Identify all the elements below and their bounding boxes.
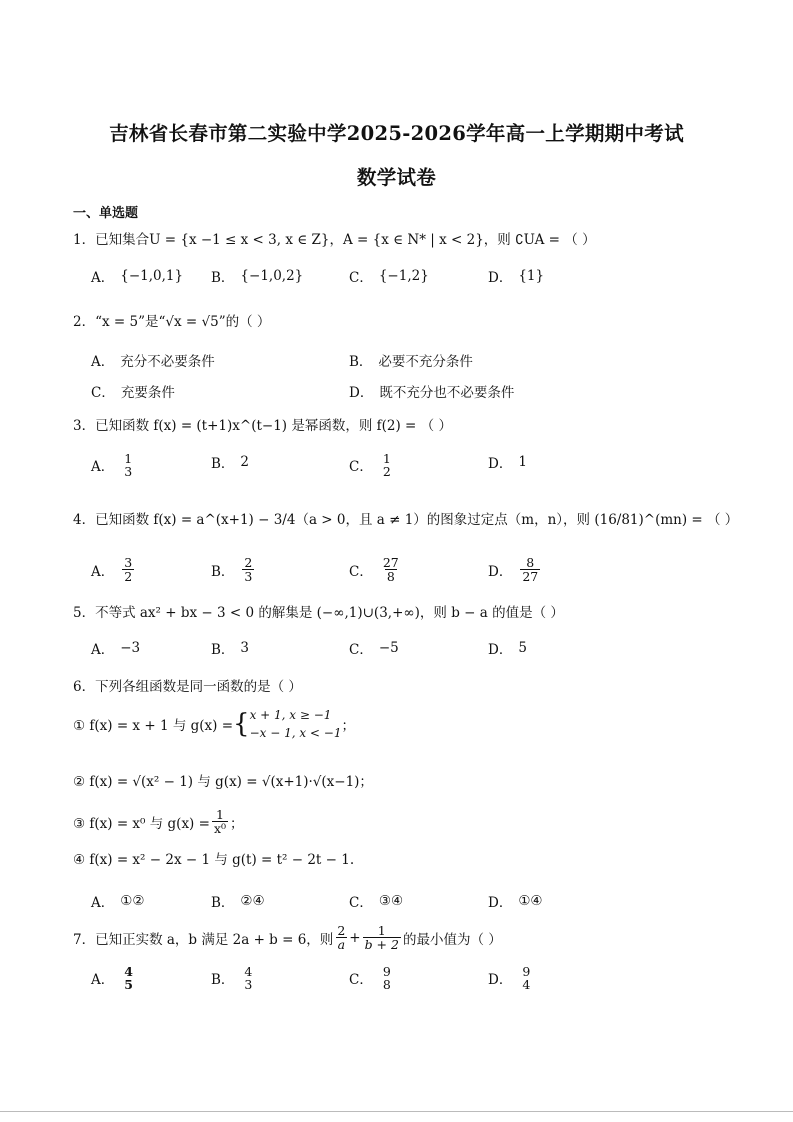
page-bottom-divider xyxy=(0,1111,793,1112)
q7-option-d[interactable]: D． 9 4 xyxy=(488,964,531,993)
q6-item3-fraction: $\frac{1}{\text{x⁰}}$ xyxy=(213,807,226,837)
question-1-options xyxy=(0,266,793,306)
question-4-options xyxy=(0,556,793,596)
q7-b-fraction: 4 3 xyxy=(244,964,253,993)
q7-fraction-1: $\frac{2}{a}$ xyxy=(337,923,346,953)
left-brace-symbol: { xyxy=(233,709,250,739)
q2-option-d[interactable]: D． 既不充分也不必要条件 xyxy=(349,385,515,401)
q7-option-c[interactable]: C． 9 8 xyxy=(349,964,391,993)
q1-option-d[interactable]: D． {1} xyxy=(488,268,545,286)
question-5: 5．不等式 ax² + bx − 3 < 0 的解集是 (−∞,1)∪(3,+∞)，则 b − a 的值是（ ） xyxy=(73,605,564,621)
q4-a-fraction: $\frac{3}{2}$ xyxy=(124,555,133,585)
question-2: 2．“x = 5”是“√x = √5”的（ ） xyxy=(73,314,271,330)
q6-option-d[interactable]: D． ①④ xyxy=(488,893,543,911)
q3-option-d[interactable]: D． 1 xyxy=(488,454,527,472)
q6-option-a[interactable]: A． ①② xyxy=(91,893,145,911)
q4-option-d[interactable]: D． $\frac{8}{27}$ xyxy=(488,555,539,585)
q5-option-c[interactable]: C． −5 xyxy=(349,640,399,658)
question-6: 6．下列各组函数是同一函数的是（ ） xyxy=(73,679,302,695)
q3-option-a[interactable]: A． 1 3 xyxy=(91,451,133,480)
q6-item-1: ① f(x) = x + 1 与 g(x) = { x + 1, x ≥ −1 −x − 1, x < −1 ； xyxy=(73,708,355,740)
q4-option-a[interactable]: A． $\frac{3}{2}$ xyxy=(91,555,133,585)
question-3-options xyxy=(0,452,793,492)
q6-option-b[interactable]: B． ②④ xyxy=(211,893,265,911)
q4-b-fraction: $\frac{2}{3}$ xyxy=(244,555,253,585)
q7-option-a[interactable]: A． 4 5 xyxy=(91,964,133,993)
q6-piecewise: x + 1, x ≥ −1 −x − 1, x < −1 xyxy=(249,708,342,740)
question-4: 4．已知函数 f(x) = a^(x+1) − 3/4（a > 0，且 a ≠ 1）的图象过定点（m，n），则 (16/81)^(mn) = （ ） xyxy=(73,512,739,528)
q3-c-fraction: 1 2 xyxy=(382,451,391,480)
q1-option-a[interactable]: A． {−1,0,1} xyxy=(91,268,184,286)
question-3: 3．已知函数 f(x) = (t+1)x^(t−1) 是幂函数，则 f(2) = （ ） xyxy=(73,418,452,434)
q6-item-4: ④ f(x) = x² − 2x − 1 与 g(t) = t² − 2t − 1. xyxy=(73,852,355,868)
q7-d-fraction: 9 4 xyxy=(522,964,531,993)
q3-option-c[interactable]: C． 1 2 xyxy=(349,451,391,480)
q5-option-b[interactable]: B． 3 xyxy=(211,640,250,658)
exam-subtitle: 数学试卷 xyxy=(356,166,437,189)
q1-option-b[interactable]: B． {−1,0,2} xyxy=(211,268,304,286)
q6-option-c[interactable]: C． ③④ xyxy=(349,893,404,911)
q4-option-c[interactable]: C． $\frac{27}{8}$ xyxy=(349,555,399,585)
q7-a-fraction: 4 5 xyxy=(124,964,133,993)
question-7: 7．已知正实数 a，b 满足 2a + b = 6，则 $\frac{2}{a}$ + $\frac{1}{b + 2}$ 的最小值为（ ） xyxy=(73,923,502,953)
q6-item-2: ② f(x) = √(x² − 1) 与 g(x) = √(x+1)·√(x−1)； xyxy=(73,774,373,790)
q5-option-a[interactable]: A． −3 xyxy=(91,640,141,658)
section-heading: 一、单选题 xyxy=(73,206,139,221)
q2-option-c[interactable]: C． 充要条件 xyxy=(91,385,175,401)
q1-option-c[interactable]: C． {−1,2} xyxy=(349,268,429,286)
q7-c-fraction: 9 8 xyxy=(382,964,391,993)
q2-option-b[interactable]: B． 必要不充分条件 xyxy=(349,354,473,370)
question-7-options xyxy=(0,965,793,1005)
question-5-options xyxy=(0,638,793,678)
exam-title: 吉林省长春市第二实验中学2025-2026学年高一上学期期中考试 xyxy=(109,122,684,145)
q2-option-a[interactable]: A． 充分不必要条件 xyxy=(91,354,215,370)
q3-a-fraction: 1 3 xyxy=(124,451,133,480)
question-1: 1．已知集合U = {x −1 ≤ x < 3, x ∈ Z}，A = {x ∈ N* | x < 2}，则 ∁UA = （ ） xyxy=(73,232,596,248)
q4-c-fraction: $\frac{27}{8}$ xyxy=(382,555,399,585)
q5-option-d[interactable]: D． 5 xyxy=(488,640,527,658)
q4-option-b[interactable]: B． $\frac{2}{3}$ xyxy=(211,555,253,585)
q3-option-b[interactable]: B． 2 xyxy=(211,454,250,472)
q4-d-fraction: $\frac{8}{27}$ xyxy=(522,555,539,585)
q6-item-3: ③ f(x) = x⁰ 与 g(x) = $\frac{1}{\text{x⁰}}$ ； xyxy=(73,807,244,837)
q7-option-b[interactable]: B． 4 3 xyxy=(211,964,253,993)
q7-fraction-2: $\frac{1}{b + 2}$ xyxy=(364,923,399,953)
